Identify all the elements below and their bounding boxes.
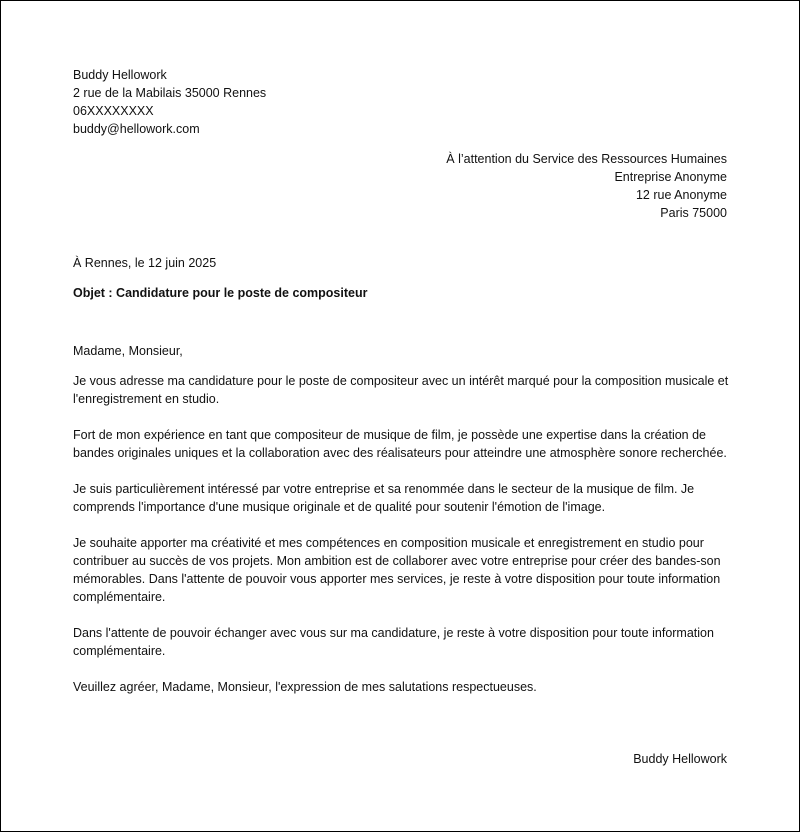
recipient-block (307, 150, 727, 222)
sender-phone: 06XXXXXXXX (73, 104, 154, 118)
letter-date: À Rennes, le 12 juin 2025 (73, 256, 217, 270)
body-paragraph-intro: Je vous adresse ma candidature pour le poste de compositeur avec un intérêt marqué pour la composition musicale et l'enregistrement en studio. (73, 374, 729, 406)
letter-signature: Buddy Hellowork (633, 752, 727, 766)
recipient-street: 12 rue Anonyme (635, 188, 727, 202)
body-paragraph-availability: Dans l'attente de pouvoir échanger avec vous sur ma candidature, je reste à votre disposition pour toute information complémentaire. (73, 626, 714, 658)
sender-address: 2 rue de la Mabilais 35000 Rennes (73, 86, 267, 100)
recipient-company: Entreprise Anonyme (614, 170, 727, 184)
letter-salutation: Madame, Monsieur, (73, 344, 183, 358)
letter-body (73, 372, 729, 696)
sender-name: Buddy Hellowork (73, 68, 167, 82)
body-paragraph-contribution: Je souhaite apporter ma créativité et mes compétences en composition musicale et enregistrement en studio pour contribuer au succès de vos projets. Mon ambition est de collaborer avec votre entreprise pour créer des bandes-son mémorables. Dans l'attente de pouvoir vous apporter mes services, je reste à votre disposition pour toute information complémentaire. (73, 536, 721, 604)
recipient-city: Paris 75000 (660, 206, 727, 220)
letter-closing: Veuillez agréer, Madame, Monsieur, l'expression de mes salutations respectueuses. (73, 680, 537, 694)
sender-block (73, 66, 493, 138)
recipient-attention: À l’attention du Service des Ressources Humaines (446, 152, 727, 166)
sender-email: buddy@hellowork.com (73, 122, 200, 136)
body-paragraph-experience: Fort de mon expérience en tant que compositeur de musique de film, je possède une expertise dans la création de bandes originales uniques et la collaboration avec des réalisateurs pour atteindre une atmosphère sonore recherchée. (73, 428, 727, 460)
letter-subject: Objet : Candidature pour le poste de compositeur (73, 286, 368, 300)
body-paragraph-interest: Je suis particulièrement intéressé par votre entreprise et sa renommée dans le secteur de la musique de film. Je comprends l'importance d'une musique originale et de qualité pour soutenir l'émotion de l'image. (73, 482, 695, 514)
